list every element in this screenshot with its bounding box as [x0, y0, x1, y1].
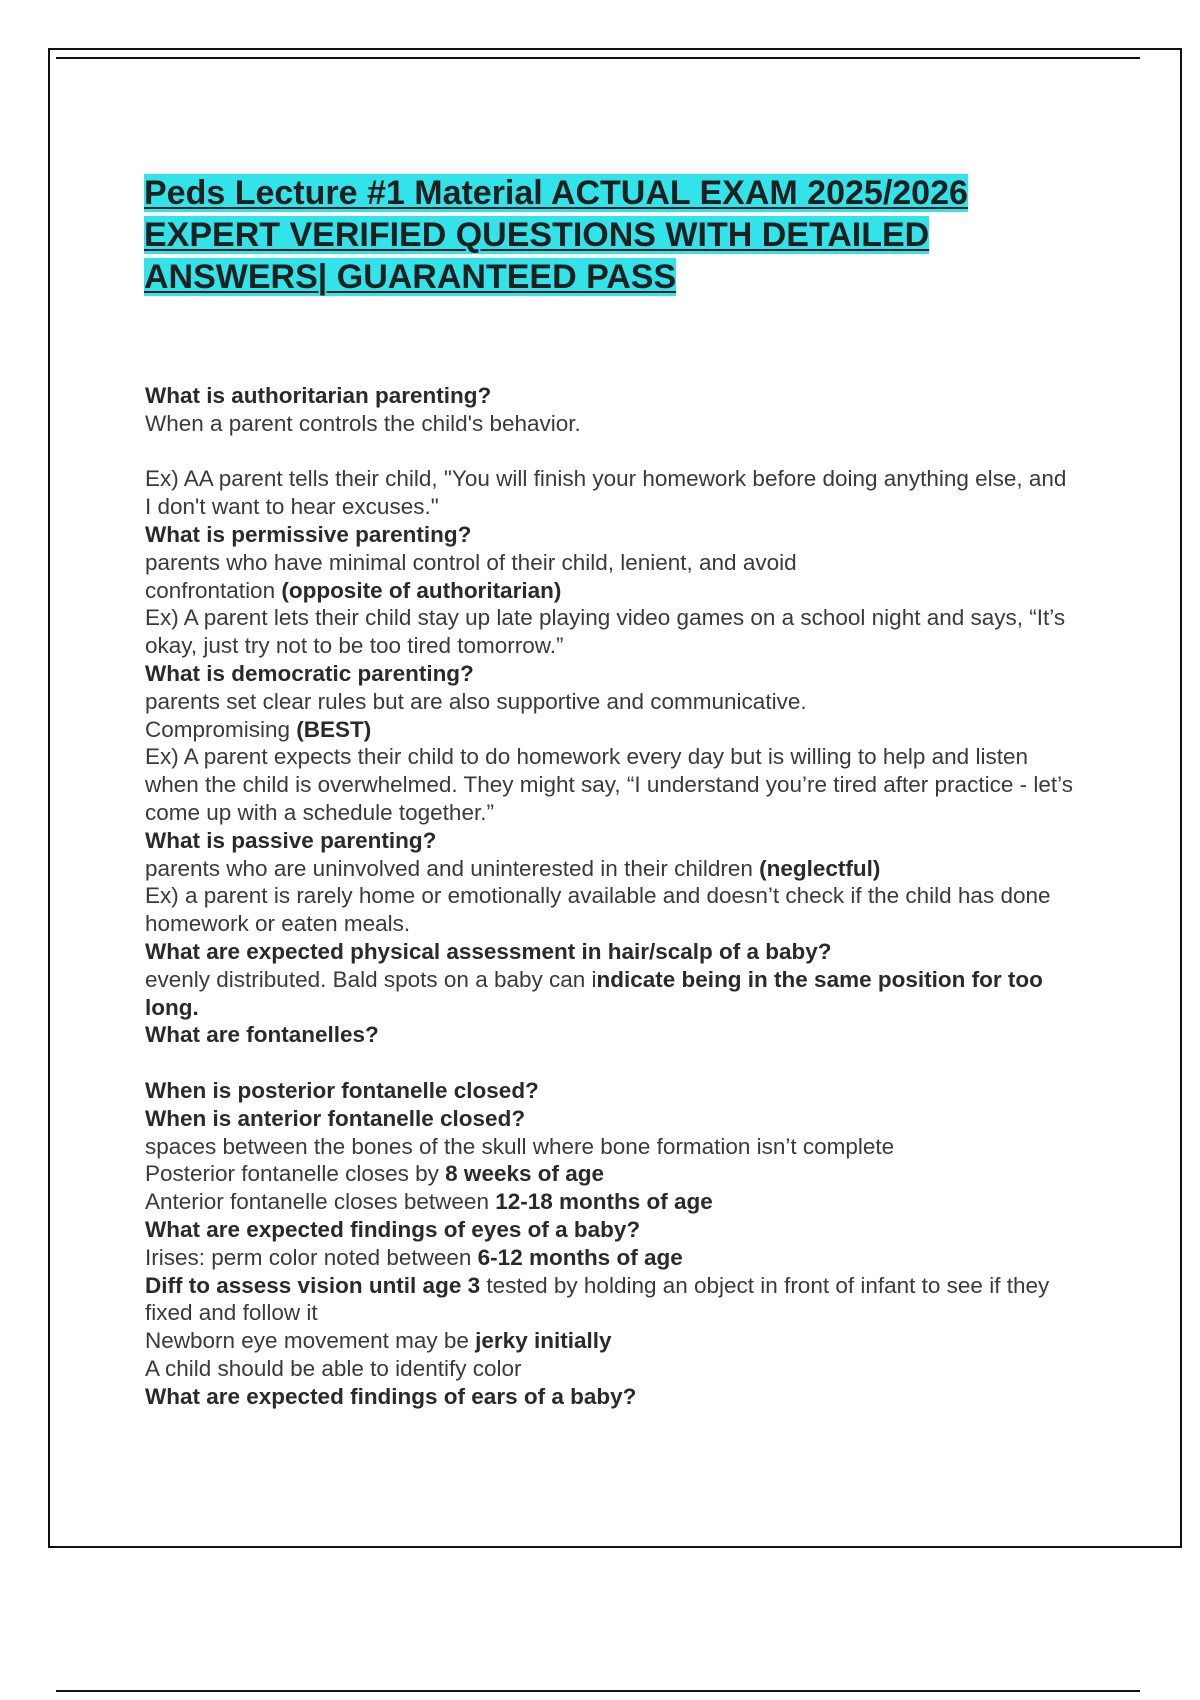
text: Compromising: [145, 716, 297, 742]
question-authoritarian: What is authoritarian parenting?: [145, 383, 492, 408]
text: evenly distributed. Bald spots on a baby can i: [145, 966, 597, 992]
emphasis: (opposite of authoritarian): [281, 577, 562, 603]
emphasis: (neglectful): [759, 855, 881, 881]
text: Posterior fontanelle closes by: [145, 1161, 446, 1187]
question-anterior-fontanelle: When is anterior fontanelle closed?: [145, 1105, 526, 1131]
spacer: [145, 1049, 1075, 1077]
question-eyes: What are expected findings of eyes of a baby?: [145, 1216, 641, 1242]
question-fontanelles: What are fontanelles?: [145, 1022, 379, 1048]
emphasis: Diff to assess vision until age 3: [145, 1272, 481, 1298]
text: Newborn eye movement may be: [145, 1328, 476, 1354]
emphasis: ndicate being in the same position for too long.: [145, 966, 1043, 1020]
answer-anterior-fontanelle: [145, 1188, 1075, 1216]
answer-hair-scalp: [145, 966, 1075, 1022]
emphasis: 6-12 months of age: [477, 1244, 683, 1270]
question-passive: What is passive parenting?: [145, 827, 437, 853]
answer-democratic: parents set clear rules but are also supportive and communicative.: [145, 688, 807, 714]
question-democratic: What is democratic parenting?: [145, 660, 474, 686]
text: tested by holding an object in front of infant to see if they fixed and follow it: [145, 1272, 1050, 1326]
emphasis: 8 weeks of age: [445, 1161, 605, 1187]
answer-vision: [145, 1272, 1075, 1328]
question-posterior-fontanelle: When is posterior fontanelle closed?: [145, 1077, 539, 1103]
example-authoritarian: Ex) AA parent tells their child, "You will finish your homework before doing anything else, and I don't want to hear excuses.": [145, 466, 1067, 520]
text: parents who are uninvolved and uninterested in their children: [145, 855, 760, 881]
text: Irises: perm color noted between: [145, 1244, 478, 1270]
answer-posterior-fontanelle: [145, 1160, 1075, 1188]
bottom-rule: [56, 1690, 1140, 1692]
text: Anterior fontanelle closes between: [145, 1189, 496, 1215]
answer-permissive-note: [145, 577, 1075, 605]
example-passive: Ex) a parent is rarely home or emotionally available and doesn’t check if the child has done homework or eaten meals.: [145, 883, 1051, 937]
question-ears: What are expected findings of ears of a baby?: [145, 1383, 637, 1409]
question-permissive: What is permissive parenting?: [145, 521, 472, 547]
answer-irises: [145, 1244, 1075, 1272]
document-title: [144, 172, 1094, 298]
answer-eye-movement: [145, 1327, 1075, 1355]
spacer: [145, 438, 1075, 466]
emphasis: jerky initially: [475, 1328, 612, 1354]
example-permissive: Ex) A parent lets their child stay up late playing video games on a school night and says, “It’s okay, just try not to be too tired tomorrow.”: [145, 605, 1066, 659]
qa-content: [145, 382, 1075, 1410]
answer-fontanelles: spaces between the bones of the skull where bone formation isn’t complete: [145, 1133, 895, 1159]
answer-democratic-note: [145, 716, 1075, 744]
emphasis: 12-18 months of age: [495, 1189, 713, 1215]
emphasis: (BEST): [296, 716, 372, 742]
answer-passive: [145, 855, 1075, 883]
answer-color: A child should be able to identify color: [145, 1355, 522, 1381]
example-democratic: Ex) A parent expects their child to do homework every day but is willing to help and listen when the child is overwhelmed. They might say, “I understand you’re tired after practice - let’s come up with a schedule together.”: [145, 744, 1073, 825]
title-highlight: Peds Lecture #1 Material ACTUAL EXAM 2025/2026 EXPERT VERIFIED QUESTIONS WITH DETAILED ANSWERS| GUARANTEED PASS: [144, 174, 968, 296]
answer-permissive: parents who have minimal control of their child, lenient, and avoid: [145, 549, 797, 575]
text: confrontation: [145, 577, 282, 603]
answer-authoritarian: When a parent controls the child's behavior.: [145, 410, 581, 436]
question-hair-scalp: What are expected physical assessment in hair/scalp of a baby?: [145, 938, 832, 964]
